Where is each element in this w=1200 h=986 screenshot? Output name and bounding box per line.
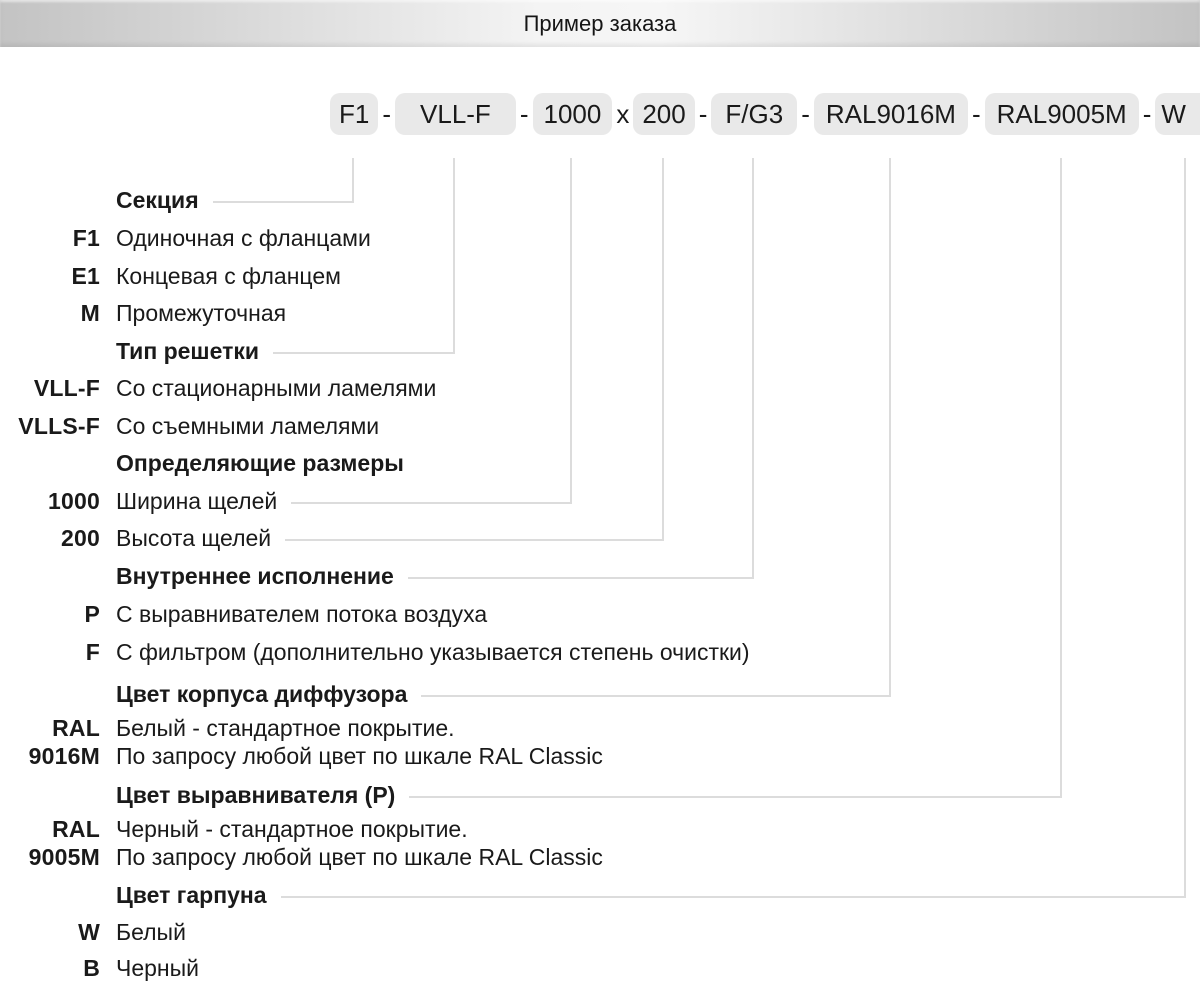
code-segment-body-color: RAL9016M bbox=[814, 93, 968, 135]
legend-heading-label: Цвет корпуса диффузора bbox=[116, 680, 408, 707]
legend-code: 1000 bbox=[48, 487, 100, 514]
legend-code: VLLS-F bbox=[18, 412, 100, 439]
connector-line-harpoon-color bbox=[281, 158, 1186, 898]
legend-heading-label: Цвет гарпуна bbox=[116, 881, 267, 908]
code-segment-harpoon-color: W bbox=[1155, 93, 1200, 135]
legend-item-label: Промежуточная bbox=[116, 299, 287, 326]
legend-code: F1 bbox=[72, 224, 100, 251]
page-title: Пример заказа bbox=[523, 10, 677, 36]
legend-item-label: Белый bbox=[116, 918, 186, 945]
legend-code: M bbox=[80, 299, 100, 326]
code-segment-section: F1 bbox=[330, 93, 378, 135]
legend-item-label: Ширина щелей bbox=[116, 487, 278, 514]
legend-code: 9016M bbox=[28, 742, 100, 769]
legend-code: RAL bbox=[52, 815, 100, 842]
legend-item-label: По запросу любой цвет по шкале RAL Classic bbox=[116, 742, 603, 769]
header-bar bbox=[0, 0, 1200, 47]
legend-code: W bbox=[78, 918, 100, 945]
legend-item-label: Черный bbox=[116, 954, 199, 981]
code-separator: - bbox=[1142, 98, 1152, 129]
legend-item-label: Высота щелей bbox=[116, 524, 272, 551]
legend-code: B bbox=[83, 954, 100, 981]
legend-item-label: С фильтром (дополнительно указывается степень очистки) bbox=[116, 638, 750, 665]
code-separator: - bbox=[698, 98, 708, 129]
code-separator: - bbox=[801, 98, 810, 129]
legend-item-label: Черный - стандартное покрытие. bbox=[116, 815, 468, 842]
legend-code: 200 bbox=[61, 524, 100, 551]
code-segment-width: 1000 bbox=[533, 93, 613, 135]
legend-item-label: По запросу любой цвет по шкале RAL Classic bbox=[116, 843, 603, 870]
code-segment-equalizer-color: RAL9005M bbox=[985, 93, 1139, 135]
code-segment-internal: F/G3 bbox=[711, 93, 797, 135]
legend-heading-label: Секция bbox=[116, 186, 199, 213]
legend-item-label: Одиночная с фланцами bbox=[116, 224, 371, 251]
legend-item-label: Со стационарными ламелями bbox=[116, 374, 437, 401]
code-segment-height: 200 bbox=[633, 93, 694, 135]
legend-heading-label: Цвет выравнивателя (P) bbox=[116, 781, 396, 808]
legend-heading-label: Тип решетки bbox=[116, 337, 260, 364]
legend-code: F bbox=[85, 638, 100, 665]
legend-item-label: Белый - стандартное покрытие. bbox=[116, 714, 455, 741]
legend-item-row bbox=[0, 917, 1200, 947]
order-code-row bbox=[330, 93, 1200, 135]
legend-code: VLL-F bbox=[33, 374, 100, 401]
legend-code: RAL bbox=[52, 714, 100, 741]
legend-item-label: С выравнивателем потока воздуха bbox=[116, 600, 488, 627]
legend-code: 9005M bbox=[28, 843, 100, 870]
legend-item-label: Концевая с фланцем bbox=[116, 262, 341, 289]
legend-code: P bbox=[84, 600, 100, 627]
legend-heading-label: Определяющие размеры bbox=[116, 449, 404, 476]
code-separator: - bbox=[971, 98, 981, 129]
legend-code: E1 bbox=[71, 262, 100, 289]
legend-item-label: Со съемными ламелями bbox=[116, 412, 380, 439]
legend-item-row bbox=[0, 953, 1200, 983]
code-separator: - bbox=[382, 98, 392, 129]
legend-heading-label: Внутреннее исполнение bbox=[116, 562, 394, 589]
code-segment-grille-type: VLL-F bbox=[395, 93, 516, 135]
code-separator: - bbox=[519, 98, 529, 129]
code-separator: x bbox=[616, 98, 630, 129]
